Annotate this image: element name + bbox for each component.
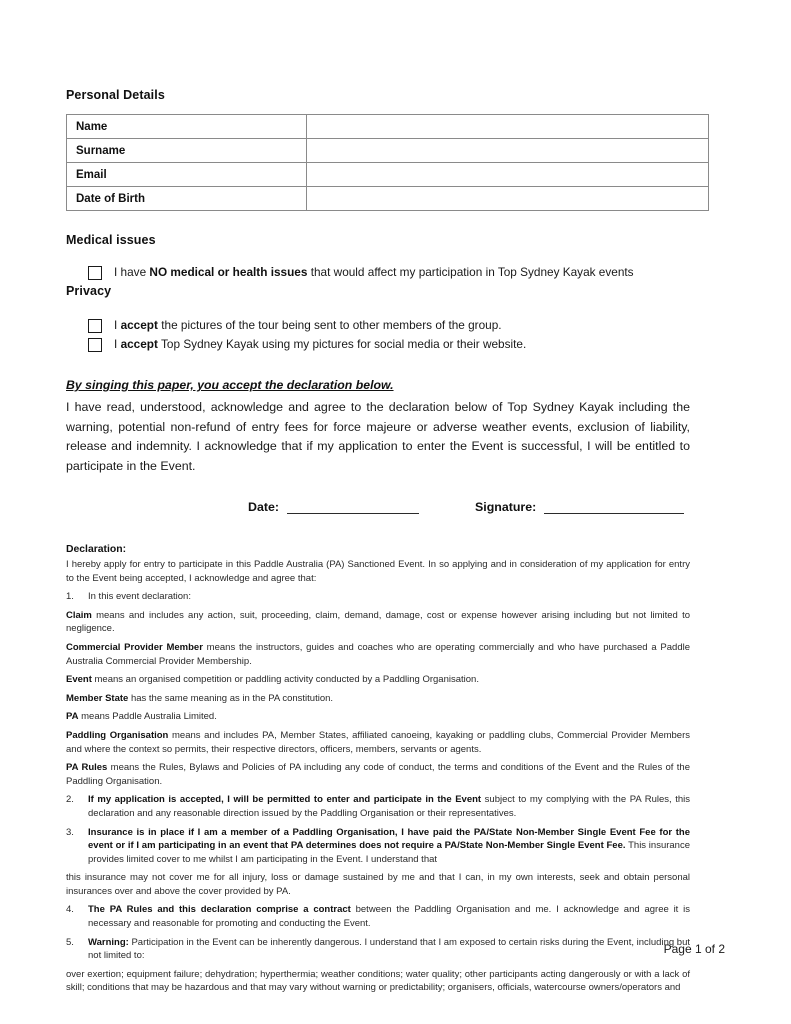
signature-input[interactable]	[544, 500, 684, 514]
checkbox-label-privacy-1-pre: I	[114, 318, 121, 332]
definition-term-commercial-provider-member: Commercial Provider Member	[66, 641, 203, 653]
definition-text-claim: means and includes any action, suit, proceeding, claim, demand, damage, cost or expense however arising including but not limited to negligence.	[66, 609, 690, 635]
page-number-footer: Page 1 of 2	[663, 942, 725, 956]
definition-term-event: Event	[66, 674, 92, 686]
clause-4-body	[88, 903, 690, 930]
table-row	[67, 187, 709, 211]
definition-text-pa: means Paddle Australia Limited.	[78, 711, 217, 723]
checkbox-privacy-social-media[interactable]	[88, 338, 102, 352]
clause-3-body	[88, 826, 690, 867]
clause-1-text: In this event declaration:	[88, 591, 191, 603]
acceptance-title: By singing this paper, you accept the declaration below.	[66, 378, 394, 392]
field-input-surname[interactable]	[307, 139, 709, 163]
clause-1-number: 1.	[66, 591, 74, 603]
definition-term-member-state: Member State	[66, 692, 129, 704]
checkbox-row-medical[interactable]	[66, 265, 690, 280]
declaration-block	[66, 544, 690, 995]
definition-text-commercial-provider-member: means the instructors, guides and coaches who are operating commercially and who have purchased a Paddle Australia Commercial Provider Membership.	[66, 641, 690, 667]
declaration-clause-3	[66, 826, 690, 867]
clause-5-number: 5.	[66, 936, 74, 948]
personal-details-table	[66, 114, 709, 211]
acceptance-block	[66, 378, 690, 476]
checkbox-label-medical	[114, 265, 634, 280]
declaration-clause-2	[66, 793, 690, 820]
clause-5-body	[88, 936, 690, 963]
checkbox-label-medical-post: that would affect my participation in Top Sydney Kayak events	[307, 265, 634, 279]
privacy-checkbox-group	[66, 318, 690, 352]
field-label-email: Email	[67, 163, 307, 187]
definition-pa	[66, 710, 690, 724]
definition-paddling-organisation	[66, 729, 690, 756]
definition-text-member-state: has the same meaning as in the PA constitution.	[128, 692, 334, 704]
definition-text-paddling-organisation: means and includes PA, Member States, affiliated canoeing, kayaking or paddling clubs, Commercial Provider Members and where the context so permits, their respective directors, officers, members, servants or agents.	[66, 729, 691, 755]
table-row	[67, 115, 709, 139]
declaration-clause-5	[66, 936, 690, 963]
signature-row	[66, 500, 690, 514]
definition-term-paddling-organisation: Paddling Organisation	[66, 729, 169, 741]
table-row	[67, 163, 709, 187]
definition-claim	[66, 609, 690, 636]
clause-2-text: subject to my complying with the PA Rules, this declaration and any reasonable direction issued by the Paddling Organisation or their representatives.	[88, 794, 690, 819]
acceptance-paragraph: I have read, understood, acknowledge and agree to the declaration below of Top Sydney Kayak including the warning, potential non-refund of entry fees for force majeure or adverse weather events, exclusion of liability, release and indemnity. I acknowledge that if my application to enter the Event is successful, I will be entitled to participate in the Event.	[66, 400, 690, 473]
clause-2-bold: If my application is accepted, I will be permitted to enter and participate in the Event	[88, 794, 482, 806]
declaration-clause-4	[66, 903, 690, 930]
date-input[interactable]	[287, 500, 419, 514]
clause-4-number: 4.	[66, 904, 74, 916]
privacy-heading: Privacy	[66, 284, 112, 298]
checkbox-label-privacy-2-post: Top Sydney Kayak using my pictures for social media or their website.	[157, 337, 527, 351]
checkbox-label-privacy-group-photos	[114, 318, 502, 333]
definition-pa-rules	[66, 761, 690, 788]
checkbox-label-medical-pre: I have	[114, 265, 150, 279]
clause-5-bold: Warning:	[88, 936, 129, 948]
checkbox-medical-no-issues[interactable]	[88, 266, 102, 280]
clause-2-number: 2.	[66, 794, 74, 806]
personal-details-heading: Personal Details	[66, 88, 165, 102]
clause-3-number: 3.	[66, 826, 74, 838]
clause-4-bold: The PA Rules and this declaration comprise a contract	[88, 904, 351, 916]
checkbox-label-privacy-2-bold: accept	[120, 337, 158, 351]
clause-3-continuation: this insurance may not cover me for all injury, loss or damage sustained by me and that I can, in my own interests, seek and obtain personal insurances over and above the cover provided by PA.	[66, 872, 690, 897]
definition-text-pa-rules: means the Rules, Bylaws and Policies of PA including any code of conduct, the terms and conditions of the Event and the Rules of the Paddling Organisation.	[66, 762, 690, 787]
checkbox-label-privacy-2-pre: I	[114, 337, 121, 351]
clause-5-continuation: over exertion; equipment failure; dehydration; hyperthermia; weather conditions; water quality; other participants acting dangerously or with a lack of skill; conditions that may be hazardous and that may vary without warning or predictability; organisers, officials, watercourse owners/operators and	[66, 968, 690, 994]
checkbox-label-privacy-1-bold: accept	[120, 318, 158, 332]
table-row	[67, 139, 709, 163]
field-label-date-of-birth: Date of Birth	[67, 187, 307, 211]
clause-4-text: between the Paddling Organisation and me. I acknowledge and agree it is necessary and reasonable for promoting and conducting the Event.	[88, 904, 690, 930]
field-input-date-of-birth[interactable]	[307, 187, 709, 211]
declaration-intro: I hereby apply for entry to participate in this Paddle Australia (PA) Sanctioned Event. In so applying and in consideration of my application for entry to the Event being accepted, I acknowledge and agree that:	[66, 559, 690, 584]
checkbox-label-medical-bold: NO medical or health issues	[149, 265, 308, 279]
clause-5-text: Participation in the Event can be inherently dangerous. I understand that I am exposed to certain risks during the Event, including but not limited to:	[88, 936, 690, 962]
definition-term-claim: Claim	[66, 609, 92, 621]
checkbox-row-privacy-group-photos[interactable]	[66, 318, 690, 333]
checkbox-label-privacy-1-post: the pictures of the tour being sent to other members of the group.	[157, 318, 502, 332]
clause-3-text: This insurance provides limited cover to me whilst I am participating in the Event. I understand that	[88, 840, 691, 865]
definition-term-pa: PA	[66, 711, 79, 723]
field-input-email[interactable]	[307, 163, 709, 187]
field-input-name[interactable]	[307, 115, 709, 139]
checkbox-row-privacy-social-media[interactable]	[66, 337, 690, 352]
medical-issues-heading: Medical issues	[66, 233, 156, 247]
checkbox-label-privacy-social-media	[114, 337, 526, 352]
clause-3-bold: Insurance is in place if I am a member of a Paddling Organisation, I have paid the PA/State Non-Member Single Event Fee for the event or if I am participating in an event that PA determines does not require a PA/State Non-Member Single Event Fee.	[88, 826, 690, 852]
definition-commercial-provider-member	[66, 641, 690, 668]
signature-label: Signature:	[474, 500, 537, 514]
medical-checkbox-group	[66, 265, 690, 280]
declaration-title: Declaration:	[66, 544, 127, 555]
clause-2-body	[88, 793, 690, 820]
field-label-name: Name	[67, 115, 307, 139]
document-content	[66, 88, 690, 1000]
definition-term-pa-rules: PA Rules	[66, 762, 108, 774]
definition-text-event: means an organised competition or paddling activity conducted by a Paddling Organisation.	[91, 674, 479, 686]
declaration-clause-1	[66, 590, 690, 604]
definition-event	[66, 673, 690, 687]
date-label: Date:	[248, 500, 279, 514]
definition-member-state	[66, 692, 690, 706]
checkbox-privacy-group-photos[interactable]	[88, 319, 102, 333]
field-label-surname: Surname	[67, 139, 307, 163]
